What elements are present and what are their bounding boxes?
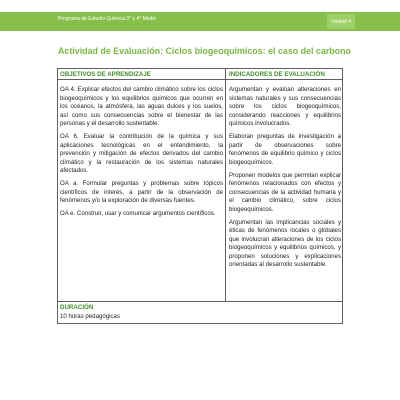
unit-badge: Unidad 4	[327, 14, 355, 29]
indicator-item: Argumentan las implicancias sociales y éticas de fenómenos locales o globales que involucran alteraciones de los ciclos biogeoquímicos y equilibrios químicos, y proponen soluciones y explicaciones orientadas al desarrollo sustentable.	[229, 218, 341, 268]
objectives-heading: OBJETIVOS DE APRENDIZAJE	[60, 71, 151, 78]
objective-item: OA 6. Evaluar la contribución de la química y sus aplicaciones tecnológicas en el entendimiento, la prevención y mitigación de efectos derivados del cambio climático y la restauración de los sistemas naturales afectados.	[60, 133, 223, 174]
indicator-item: Elaboran preguntas de investigación a partir de observaciones sobre fenómenos de equilibrio químico y ciclos biogeoquímicos.	[229, 133, 341, 166]
indicator-item: Proponen modelos que permitan explicar fenómenos relacionados con efectos y consecuencias de la actividad humana y el cambio climático, sobre ciclos biogeoquímicos.	[229, 171, 341, 213]
objective-item: OA a. Formular preguntas y problemas sobre tópicos científicos de interés, a partir de la observación de fenómenos y/o la exploración de diversas fuentes.	[60, 180, 223, 204]
indicator-item: Argumentan y evalúan alteraciones en sistemas naturales y sus consecuencias sobre los ciclos biogeoquímicos, considerando reacciones y equilibrios químicos involucrados.	[229, 86, 341, 127]
page-title: Actividad de Evaluación: Ciclos biogeoquímicos: el caso del carbono	[58, 46, 351, 56]
objective-item: OA e. Construir, usar y comunicar argumentos científicos.	[60, 210, 216, 217]
right-heading-rule	[226, 79, 342, 80]
indicators-cell	[229, 86, 341, 274]
objectives-cell	[60, 86, 223, 223]
left-heading-rule	[58, 79, 225, 80]
duration-value: 10 horas pedagógicas	[60, 313, 120, 320]
objective-item: OA 4. Explicar efectos del cambio climático sobre los ciclos biogeoquímicos y los equilibrios químicos que ocurren en los océanos, la atmósfera, las aguas dulces y los suelos, así como sus consecuencias sobre el bienestar de las personas y el desarrollo sustentable.	[60, 86, 223, 127]
program-name: Programa de Estudio Química 3° y 4° Medio	[58, 16, 157, 22]
column-divider	[225, 69, 226, 301]
header-bar	[0, 12, 400, 31]
duration-heading: DURACIÓN	[60, 304, 94, 311]
evaluation-table	[57, 68, 343, 324]
indicators-heading: INDICADORES DE EVALUACIÓN	[229, 71, 325, 78]
row-divider	[58, 301, 342, 302]
